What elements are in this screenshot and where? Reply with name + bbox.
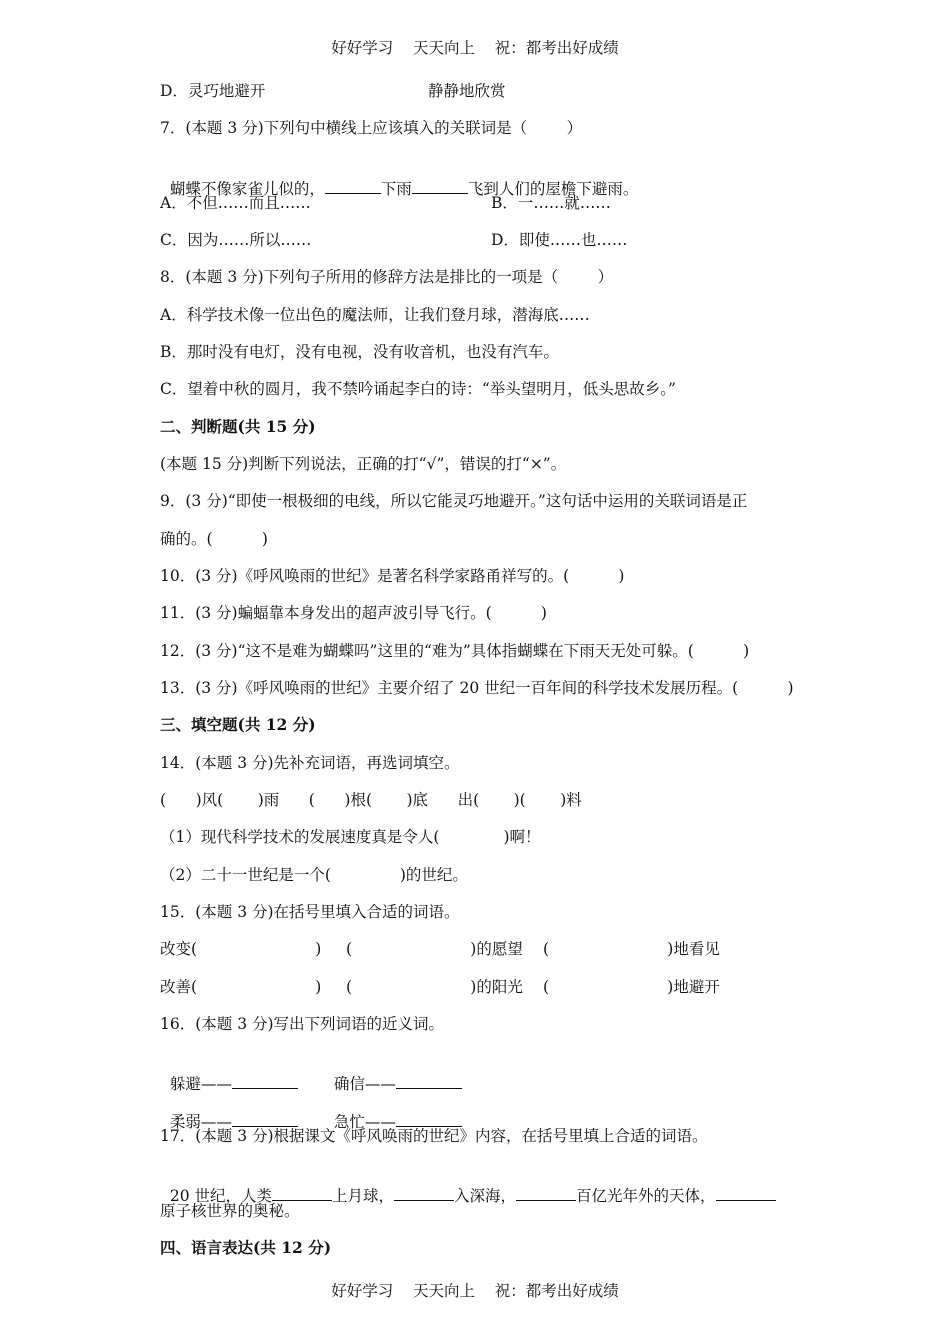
q17-blank-3 [516, 1184, 576, 1201]
q17-part-a: 20 世纪，人类 [169, 1187, 273, 1205]
q16-blank-1 [232, 1072, 298, 1089]
q7-option-d: D．即使……也…… [491, 231, 628, 249]
q15-row2-b: ( )的阳光 [346, 978, 523, 996]
q6-option-d: D．灵巧地避开 [160, 82, 266, 100]
page-footer: 好好学习 天天向上 祝：都考出好成绩 [331, 1282, 619, 1300]
q17-part-c: 入深海， [454, 1187, 517, 1205]
q17-stem: 17．(本题 3 分)根据课文《呼风唤雨的世纪》内容，在括号里填上合适的词语。 [160, 1127, 708, 1145]
q14-words: ( )风( )雨 ( )根( )底 出( )( )料 [160, 791, 582, 809]
q14-sub-1: （1）现代科学技术的发展速度真是令人( )啊！ [160, 828, 541, 846]
q12: 12．(3 分)“这不是难为蝴蝶吗”这里的“难为”具体指蝴蝶在下雨天无处可躲。( ) [160, 642, 750, 660]
q15-stem: 15．(本题 3 分)在括号里填入合适的词语。 [160, 903, 460, 921]
q16-word-2: 确信—— [333, 1075, 396, 1093]
section-4-title: 四、语言表达(共 12 分) [160, 1238, 332, 1257]
q17-blank-1 [272, 1184, 332, 1201]
q7-stem: 7．(本题 3 分)下列句中横线上应该填入的关联词是（ ） [160, 119, 583, 137]
page-header: 好好学习 天天向上 祝：都考出好成绩 [331, 39, 619, 57]
q17-blank-4 [716, 1184, 776, 1201]
q9-line-2: 确的。( ) [160, 530, 268, 548]
q8-option-b: B．那时没有电灯，没有电视，没有收音机，也没有汽车。 [160, 343, 559, 361]
q16-blank-2 [396, 1072, 462, 1089]
q15-row2-c: ( )地避开 [543, 978, 720, 996]
q7-sentence-part-c: 飞到人们的屋檐下避雨。 [467, 180, 639, 198]
section-2-title: 二、判断题(共 15 分) [160, 417, 316, 436]
q9-line-1: 9．(3 分)“即使一根极细的电线，所以它能灵巧地避开。”这句话中运用的关联词语是正 [160, 492, 748, 510]
q16-word-3: 柔弱—— [169, 1113, 232, 1131]
q7-blank-1 [325, 177, 381, 194]
q16-stem: 16．(本题 3 分)写出下列词语的近义词。 [160, 1015, 445, 1033]
q7-blank-2 [412, 177, 468, 194]
q14-stem: 14．(本题 3 分)先补充词语，再选词填空。 [160, 754, 460, 772]
q10: 10．(3 分)《呼风唤雨的世纪》是著名科学家路甬祥写的。( ) [160, 567, 625, 585]
q14-sub-2: （2）二十一世纪是一个( )的世纪。 [160, 866, 468, 884]
q8-option-c: C．望着中秋的圆月，我不禁吟诵起李白的诗：“举头望明月，低头思故乡。” [160, 380, 676, 398]
q7-option-b: B．一……就…… [491, 194, 611, 212]
section-3-title: 三、填空题(共 12 分) [160, 715, 316, 734]
q16-word-4: 急忙—— [333, 1113, 396, 1131]
q13: 13．(3 分)《呼风唤雨的世纪》主要介绍了 20 世纪一百年间的科学技术发展历程。( ) [160, 679, 794, 697]
q8-option-a: A．科学技术像一位出色的魔法师，让我们登月球，潜海底…… [160, 306, 590, 324]
section-2-intro: (本题 15 分)判断下列说法，正确的打“√”，错误的打“×”。 [160, 455, 567, 473]
q6-option-d-right: 静静地欣赏 [428, 82, 506, 100]
q17-part-d: 百亿光年外的天体， [576, 1187, 716, 1205]
q15-row1-a: 改变( ) [160, 940, 322, 958]
q11: 11．(3 分)蝙蝠靠本身发出的超声波引导飞行。( ) [160, 604, 547, 622]
q17-line-2: 原子核世界的奥秘。 [160, 1202, 300, 1220]
q15-row2-a: 改善( ) [160, 978, 322, 996]
q7-option-a: A．不但……而且…… [160, 194, 311, 212]
q7-option-c: C．因为……所以…… [160, 231, 312, 249]
q7-sentence-part-a: 蝴蝶不像家雀儿似的， [169, 180, 325, 198]
q17-blank-2 [394, 1184, 454, 1201]
q7-sentence-part-b: 下雨 [380, 180, 412, 198]
q16-word-1: 躲避—— [169, 1075, 232, 1093]
q17-part-b: 上月球， [332, 1187, 395, 1205]
q8-stem: 8．(本题 3 分)下列句子所用的修辞方法是排比的一项是（ ） [160, 268, 614, 286]
q15-row1-b: ( )的愿望 [346, 940, 523, 958]
q15-row1-c: ( )地看见 [543, 940, 720, 958]
